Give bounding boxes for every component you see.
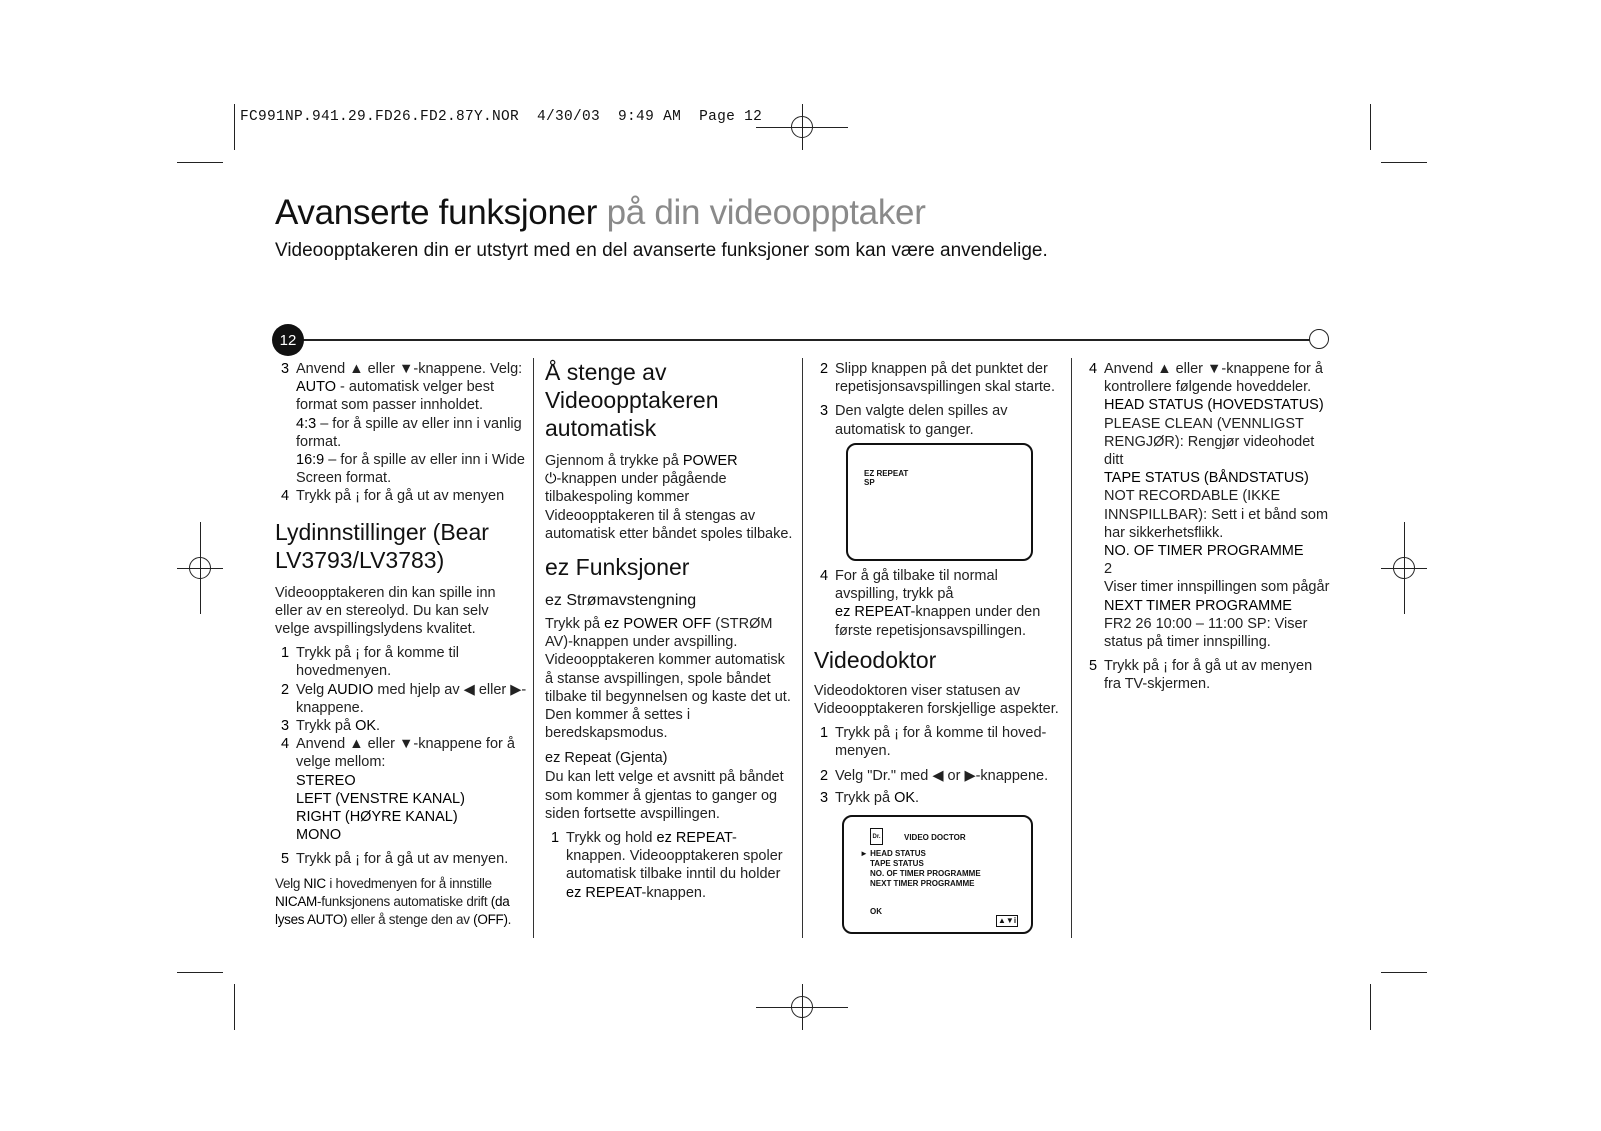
step-key: ez REPEAT: [835, 604, 911, 621]
subsection-heading: ez Strømavstengning: [545, 592, 697, 610]
crop-mark: [1381, 162, 1427, 163]
status-key: NO. OF TIMER PROGRAMME: [1104, 543, 1304, 560]
audio-option: RIGHT (HØYRE KANAL): [296, 809, 458, 826]
list-item: [275, 487, 527, 505]
status-key: HEAD STATUS (HOVEDSTATUS): [1104, 397, 1324, 414]
list-item: [275, 360, 527, 487]
screen-menu-item: NO. OF TIMER PROGRAMME: [870, 869, 981, 878]
step-key: AUDIO: [327, 681, 374, 698]
step-text: Trykk på ¡ for å komme til hoved-menyen.: [835, 725, 1047, 760]
rule-end-circle: [1309, 329, 1329, 349]
page-title: [275, 193, 926, 233]
status-key: TAPE STATUS (BÅNDSTATUS): [1104, 470, 1309, 487]
step-text: med hjelp av ◀ eller ▶-knappene.: [296, 681, 527, 716]
section-intro: Videoopptakeren din kan spille inn eller av en stereolyd. Du kan selv velge avspillingslydens kvalitet.: [275, 584, 496, 638]
section-heading: ez Funksjoner: [545, 554, 690, 581]
crop-mark: [177, 162, 223, 163]
tv-screen-video-doctor: [842, 815, 1033, 934]
list-item: [275, 681, 527, 717]
step-key: OK: [894, 789, 916, 806]
step-text: Trykk på ¡ for å gå ut av menyen: [296, 488, 505, 505]
page-subtitle: Videoopptakeren din er utstyrt med en del avanserte funksjoner som kan være anvendelige.: [275, 240, 1048, 261]
para-key: ez POWER OFF: [604, 616, 712, 633]
column-1: [275, 360, 527, 935]
step-text: Trykk på: [835, 789, 895, 806]
option-text: - automatisk velger best format som passer innholdet.: [296, 379, 494, 414]
screen-text: EZ REPEAT: [864, 469, 909, 478]
registration-mark-bottom: [756, 984, 848, 1030]
screen-menu-item: ► HEAD STATUS: [860, 849, 926, 858]
step-text: Trykk og hold: [566, 830, 657, 847]
power-icon: ⏻: [545, 471, 557, 488]
step-number: 2: [820, 767, 829, 784]
title-main: Avanserte funksjoner: [275, 193, 598, 232]
step-text: -knappen. Videoopptakeren spoler automatisk tilbake inntil du holder: [566, 830, 783, 883]
status-text: PLEASE CLEAN (VENNLIGST RENGJØR): Rengjør videohodet ditt: [1104, 415, 1315, 469]
note-key: (da lyses AUTO): [275, 893, 510, 928]
step-text: -knappen.: [641, 884, 706, 901]
list-item: [814, 402, 1064, 438]
crop-mark: [1370, 984, 1371, 1030]
step-number: 4: [281, 736, 290, 753]
list-item: [814, 789, 1064, 807]
step-text: Trykk på ¡ for å gå ut av menyen fra TV-skjermen.: [1104, 658, 1313, 693]
list-item: [814, 567, 1064, 640]
step-text: Velg "Dr." med ◀ or ▶-knappene.: [835, 767, 1049, 784]
column-4: [1083, 360, 1333, 694]
subsection-heading: ez Repeat (Gjenta): [545, 750, 668, 767]
step-number: 3: [820, 789, 829, 806]
step-number: 5: [1089, 658, 1098, 675]
step-text: Anvend ▲ eller ▼-knappene for å kontrollere følgende hoveddeler.: [1104, 361, 1323, 396]
step-number: 1: [820, 725, 829, 742]
section-heading: Å stenge av Videoopptakeren automatisk: [545, 359, 719, 441]
status-key: NEXT TIMER PROGRAMME: [1104, 597, 1292, 614]
option-text: – for å spille av eller inn i Wide Screen format.: [296, 452, 525, 487]
step-number: 3: [281, 718, 290, 735]
column-3: [814, 360, 1064, 439]
para-text: Gjennom å trykke på: [545, 453, 683, 469]
step-text: Velg: [296, 681, 328, 698]
screen-menu-item: NEXT TIMER PROGRAMME: [870, 879, 975, 888]
page-number-badge: 12: [272, 324, 304, 356]
crop-mark: [177, 972, 223, 973]
screen-text: SP: [864, 478, 875, 487]
screen-ok: OK: [870, 907, 882, 916]
step-number: 4: [820, 568, 829, 584]
step-key: ez REPEAT: [656, 830, 733, 847]
crop-mark: [234, 984, 235, 1030]
note-text: Velg: [275, 875, 304, 891]
crop-mark: [1370, 104, 1371, 150]
step-text: Trykk på ¡ for å komme til hovedmenyen.: [296, 645, 460, 680]
dr-icon-label: Dr.: [872, 834, 881, 840]
note-text: i hovedmenyen for å innstille: [325, 875, 492, 891]
step-text: Trykk på: [296, 718, 356, 735]
section-intro: Videodoktoren viser statusen av Videoopptakeren forskjellige aspekter.: [814, 682, 1059, 718]
note-key: NIC: [303, 875, 326, 891]
list-item: [275, 735, 527, 844]
step-key: ez REPEAT: [566, 884, 642, 901]
step-text: For å gå tilbake til normal avspilling, trykk på: [835, 568, 998, 603]
header-rule: [300, 339, 1310, 341]
list-item: [275, 644, 527, 680]
tv-screen-ez-repeat: [846, 443, 1033, 561]
status-text: Viser timer innspillingen som pågår: [1104, 579, 1330, 596]
registration-mark-left: [177, 522, 223, 614]
option-text: – for å spille av eller inn i vanlig format.: [296, 415, 522, 450]
audio-option: MONO: [296, 827, 342, 844]
step-text: .: [915, 789, 920, 806]
para-key: POWER: [682, 453, 738, 469]
list-item: [275, 717, 527, 735]
para-text: (STRØM AV)-knappen under avspilling. Videoopptakeren kommer automatisk å stanse avspillingen, spole båndet tilbake til begynnelsen og kaste det ut. Den kommer å settes i beredskapsmodus.: [545, 616, 791, 742]
note-text: eller å stenge den av: [347, 912, 474, 928]
screen-title: VIDEO DOCTOR: [904, 833, 966, 842]
list-item: [1083, 657, 1333, 693]
column-divider: [533, 358, 534, 938]
para-text: -knappen under pågående tilbakespoling kommer Videoopptakeren til å stengas av automatisk etter båndet spoles tilbake.: [545, 471, 793, 542]
list-item: [814, 360, 1064, 396]
section-heading: Lydinnstillinger (Bear LV3793/LV3783): [275, 518, 489, 573]
status-text: FR2 26 10:00 – 11:00 SP: Viser status på timer innspilling.: [1104, 615, 1308, 651]
nic-note: [275, 875, 527, 930]
step-number: 2: [281, 681, 290, 698]
column-3-lower: [814, 567, 1064, 807]
step-text: Slipp knappen på det punktet der repetisjonsavspillingen skal starte.: [835, 361, 1056, 396]
step-number: 3: [820, 403, 829, 420]
column-2: [545, 360, 795, 902]
title-grey: på din videoopptaker: [606, 193, 926, 232]
step-text: -knappen under den første repetisjonsavspillingen.: [835, 604, 1041, 639]
step-text: Den valgte delen spilles av automatisk to ganger.: [835, 403, 1008, 438]
paragraph: [545, 452, 795, 543]
note-key: (OFF): [473, 912, 508, 928]
note-text: -funksjonens automatiske drift: [317, 893, 491, 909]
option-key: 4:3: [296, 415, 317, 432]
section-heading: Videodoktor: [814, 646, 937, 673]
print-slug: FC991NP.941.29.FD26.FD2.87Y.NOR 4/30/03 9:49 AM Page 12: [240, 109, 763, 125]
option-key: AUTO: [296, 379, 337, 396]
option-key: 16:9: [296, 452, 325, 469]
step-key: OK: [355, 718, 377, 735]
screen-menu-item: TAPE STATUS: [870, 859, 924, 868]
step-text: Trykk på ¡ for å gå ut av menyen.: [296, 851, 509, 868]
dr-icon: [870, 828, 883, 845]
step-number: 4: [281, 488, 290, 505]
list-item: [814, 767, 1064, 785]
step-text: Anvend ▲ eller ▼-knappene. Velg:: [296, 361, 523, 377]
step-number: 3: [281, 361, 290, 377]
step-text: Anvend ▲ eller ▼-knappene for å velge mellom:: [296, 736, 515, 771]
column-divider: [802, 358, 803, 938]
paragraph: [545, 615, 795, 742]
list-item: [1083, 360, 1333, 651]
list-item: [814, 724, 1064, 760]
note-key: NICAM: [275, 893, 317, 909]
registration-mark-right: [1381, 522, 1427, 614]
list-item: [275, 850, 527, 868]
step-text: .: [376, 718, 381, 735]
note-text: .: [507, 912, 512, 928]
crop-mark: [1381, 972, 1427, 973]
step-number: 1: [281, 645, 290, 662]
para-text: Trykk på: [545, 616, 605, 633]
status-text: 2: [1104, 561, 1113, 578]
audio-option: STEREO: [296, 772, 356, 789]
audio-option: LEFT (VENSTRE KANAL): [296, 790, 465, 807]
step-number: 1: [551, 830, 560, 847]
step-number: 4: [1089, 361, 1098, 377]
status-text: NOT RECORDABLE (IKKE INNSPILLBAR): Sett i et bånd som har sikkerhetsflikk.: [1104, 488, 1329, 541]
crop-mark: [234, 104, 235, 150]
step-number: 5: [281, 851, 290, 868]
paragraph: Du kan lett velge et avsnitt på båndet som kommer å gjentas to ganger og siden fortsette avspillingen.: [545, 769, 784, 822]
list-item: [545, 829, 795, 902]
registration-mark-top: [756, 104, 848, 150]
screen-nav-icons: ▲▼i: [998, 916, 1017, 925]
column-divider: [1071, 358, 1072, 938]
step-number: 2: [820, 361, 829, 377]
